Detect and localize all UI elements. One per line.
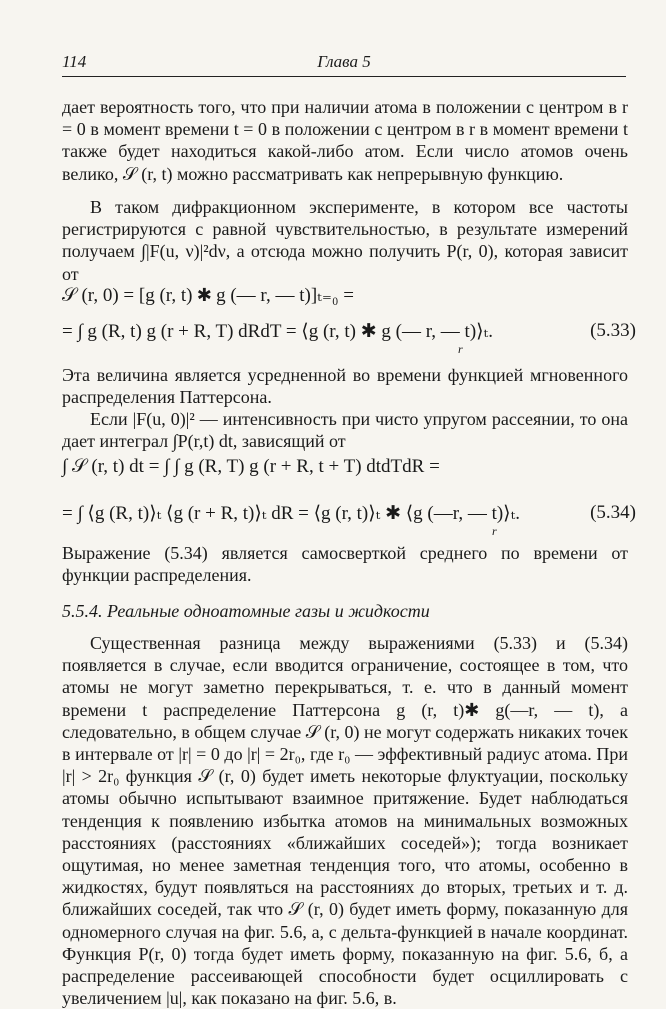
chapter-title: Глава 5 xyxy=(317,52,371,71)
paragraph-1: дает вероятность того, что при наличии атома в положении с центром в r = 0 в момент времени t = 0 в положении с центром в r в момент времени t также будет находиться какой-либо атом. Если число атомов очень велико, 𝒮 (r, t) можно рассматривать как непрерывную функцию. xyxy=(62,97,628,184)
convolution-subscript: r xyxy=(492,524,497,538)
equation-number: (5.33) xyxy=(590,320,636,341)
convolution-subscript: r xyxy=(458,342,463,356)
equation-number: (5.34) xyxy=(590,502,636,523)
equation-text: ∫ 𝒮 (r, t) dt = ∫ ∫ g (R, T) g (r + R, t + T) dtdTdR = xyxy=(62,456,440,477)
paragraph-6: Существенная разница между выражениями (5.33) и (5.34) появляется в случае, если вводится ограничение, состоящее в том, что атомы не могут заметно перекрываться, т. е. что в данный момент времени t распределение Паттерсона g (r, t)✱ g(—r, — t), а следовательно, в общем случае 𝒮 (r, 0) не могут содержать никаких точек в интервале от |r| = 0 до |r| = 2r₀, где r₀ — эффективный радиус атома. При |r| > 2r₀ функция 𝒮 (r, 0) будет иметь некоторые флуктуации, поскольку атомы обычно испытывают взаимное притяжение. Будет наблюдаться тенденция к появлению избытка атомов на минимальных возможных расстояниях (расстояниях «ближайших соседей»); тогда возникает ощутимая, но менее заметная тенденция того, что атомы, особенно в жидкостях, будут появляться на расстояниях до вторых, третьих и т. д. ближайших соседей, так что 𝒮 (r, 0) будет иметь форму, показанную для одномерного случая на фиг. 5.6, а, с дельта-функцией в начале координат. Функция P(r, 0) тогда будет иметь форму, показанную на фиг. 5.6, б, а распределение рассеивающей способности будет осциллировать с увеличением |u|, как показано на фиг. 5.6, в. xyxy=(62,633,628,1009)
equation-5-34-line-1 xyxy=(62,456,636,486)
page-number: 114 xyxy=(62,52,87,71)
section-heading: 5.5.4. Реальные одноатомные газы и жидкости xyxy=(62,601,430,621)
equation-text: = ∫ g (R, t) g (r + R, T) dRdT = ⟨g (r, t) ✱ g (— r, — t)⟩ₜ. xyxy=(62,321,493,342)
paragraph-3: Эта величина является усредненной во времени функцией мгновенного распределения Паттерсона. xyxy=(62,365,628,408)
running-header xyxy=(62,50,626,77)
paragraph-4: Если |F(u, 0)|² — интенсивность при чисто упругом рассеянии, то она дает интеграл ∫P(r,t) dt, зависящий от xyxy=(62,409,628,452)
equation-text: 𝒮 (r, 0) = [g (r, t) ✱ g (— r, — t)]ₜ₌₀ = xyxy=(62,285,354,306)
equation-5-33-line-2 xyxy=(62,320,636,356)
paragraph-5: Выражение (5.34) является самосверткой среднего по времени от функции распределения. xyxy=(62,543,628,586)
paragraph-2: В таком дифракционном эксперименте, в котором все частоты регистрируются с равной чувствительностью, в результате измерений получаем ∫|F(u, ν)|²dν, а отсюда можно получить P(r, 0), которая зависит от xyxy=(62,197,628,284)
equation-5-33-line-1 xyxy=(62,284,636,314)
equation-text: = ∫ ⟨g (R, t)⟩ₜ ⟨g (r + R, t)⟩ₜ dR = ⟨g (r, t)⟩ₜ ✱ ⟨g (—r, — t)⟩ₜ. xyxy=(62,503,521,524)
equation-5-34-line-2 xyxy=(62,502,636,538)
